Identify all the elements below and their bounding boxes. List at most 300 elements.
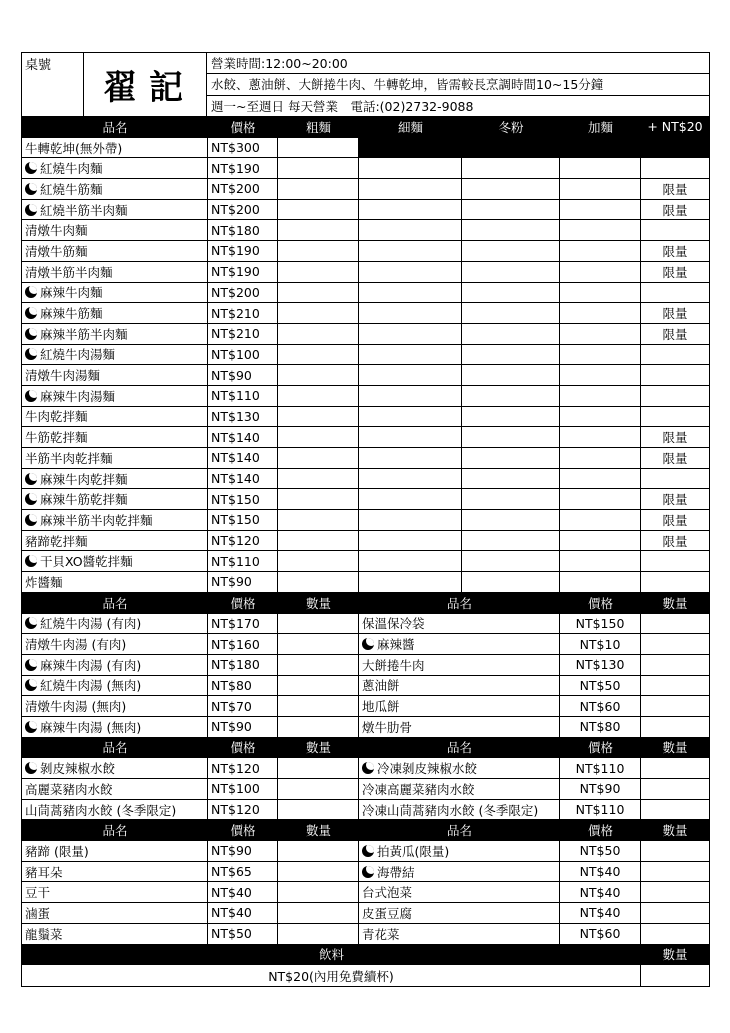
item-price: NT$190 <box>208 241 278 261</box>
thin-noodle-qty[interactable] <box>359 241 462 261</box>
item-name <box>22 758 208 778</box>
side-row <box>22 717 709 738</box>
extra-noodle-qty[interactable] <box>560 324 641 344</box>
vermicelli-qty[interactable] <box>462 572 560 592</box>
item-name-text: 海帶結 <box>377 864 415 880</box>
item-name <box>359 758 560 778</box>
thin-noodle-qty[interactable] <box>359 262 462 282</box>
thick-noodle-qty[interactable] <box>278 407 359 427</box>
side-header-row <box>22 738 709 759</box>
item-price: NT$40 <box>560 862 641 882</box>
item-name-text: 麻辣牛筋麵 <box>40 306 103 322</box>
item-name-text: 剝皮辣椒水餃 <box>40 761 116 777</box>
item-name-text: 清燉半筋半肉麵 <box>25 264 113 280</box>
extra-noodle-qty[interactable] <box>560 345 641 365</box>
item-name <box>359 862 560 882</box>
item-name <box>359 903 560 923</box>
spicy-icon <box>25 307 37 319</box>
item-price: NT$130 <box>560 655 641 675</box>
column-header: 品名 <box>446 740 472 756</box>
item-name-text: 牛轉乾坤(無外帶) <box>25 140 123 156</box>
item-name-text: 高麗菜豬肉水餃 <box>25 781 113 797</box>
item-name <box>359 655 560 675</box>
item-name-text: 地瓜餅 <box>362 699 400 715</box>
item-name <box>22 489 208 509</box>
spicy-icon <box>25 390 37 402</box>
extra-noodle-qty <box>560 138 641 158</box>
item-name-text: 清燉牛肉湯 (有肉) <box>25 637 127 653</box>
menu-header <box>22 53 709 117</box>
quantity-cell[interactable] <box>641 655 709 675</box>
store-info <box>207 53 709 116</box>
item-name-text: 清燉牛肉麵 <box>25 223 88 239</box>
limited-badge: 限量 <box>662 181 688 197</box>
item-name <box>359 634 560 654</box>
column-header: 粗麵 <box>305 119 331 135</box>
quantity-cell[interactable] <box>278 882 359 902</box>
vermicelli-qty[interactable] <box>462 469 560 489</box>
item-name <box>22 676 208 696</box>
side-row <box>22 903 709 924</box>
side-row <box>22 779 709 800</box>
item-name <box>22 614 208 634</box>
thick-noodle-qty[interactable] <box>278 448 359 468</box>
column-header: 價格 <box>230 740 256 756</box>
quantity-cell[interactable] <box>278 634 359 654</box>
item-price: NT$140 <box>208 427 278 447</box>
item-price: NT$150 <box>560 614 641 634</box>
thin-noodle-qty[interactable] <box>359 365 462 385</box>
quantity-cell[interactable] <box>278 924 359 944</box>
vermicelli-qty[interactable] <box>462 324 560 344</box>
extra-noodle-qty[interactable] <box>560 386 641 406</box>
item-price: NT$190 <box>208 262 278 282</box>
quantity-cell[interactable] <box>641 862 709 882</box>
column-header: 價格 <box>587 595 613 611</box>
thick-noodle-qty[interactable] <box>278 324 359 344</box>
noodle-row <box>22 427 709 448</box>
noodle-row <box>22 262 709 283</box>
side-row <box>22 841 709 862</box>
column-header: 價格 <box>587 740 613 756</box>
item-price: NT$50 <box>208 924 278 944</box>
quantity-cell[interactable] <box>641 676 709 696</box>
limited-badge: 限量 <box>662 430 688 446</box>
column-header: 冬粉 <box>498 119 524 135</box>
item-name <box>22 407 208 427</box>
item-price: NT$50 <box>560 841 641 861</box>
table-number-label[interactable]: 桌號 <box>22 53 84 116</box>
quantity-cell[interactable] <box>278 696 359 716</box>
item-price: NT$110 <box>560 800 641 820</box>
item-name-text: 豬蹄 (限量) <box>25 843 89 859</box>
side-row <box>22 634 709 655</box>
side-header-row <box>22 820 709 841</box>
vermicelli-qty[interactable] <box>462 179 560 199</box>
vermicelli-qty[interactable] <box>462 510 560 530</box>
noodle-row <box>22 345 709 366</box>
business-hours: 營業時間:12:00~20:00 <box>207 53 709 74</box>
extra-noodle-qty[interactable] <box>560 510 641 530</box>
quantity-cell[interactable] <box>278 676 359 696</box>
item-name <box>22 924 208 944</box>
extra-noodle-qty[interactable] <box>560 283 641 303</box>
noodle-row <box>22 551 709 572</box>
item-name-text: 皮蛋豆腐 <box>362 905 413 921</box>
quantity-cell[interactable] <box>641 903 709 923</box>
item-name-text: 牛肉乾拌麵 <box>25 409 88 425</box>
item-price: NT$60 <box>560 924 641 944</box>
item-price: NT$90 <box>208 365 278 385</box>
limited-badge: 限量 <box>662 306 688 322</box>
thin-noodle-qty[interactable] <box>359 386 462 406</box>
side-row <box>22 800 709 821</box>
vermicelli-qty[interactable] <box>462 365 560 385</box>
quantity-cell[interactable] <box>641 779 709 799</box>
quantity-cell[interactable] <box>641 882 709 902</box>
thin-noodle-qty[interactable] <box>359 220 462 240</box>
thick-noodle-qty[interactable] <box>278 386 359 406</box>
thin-noodle-qty[interactable] <box>359 531 462 551</box>
extra-noodle-qty[interactable] <box>560 448 641 468</box>
noodle-row <box>22 220 709 241</box>
vermicelli-qty[interactable] <box>462 262 560 282</box>
item-name <box>359 717 560 737</box>
extra-noodle-qty[interactable] <box>560 179 641 199</box>
item-name-text: 紅燒牛肉湯 (有肉) <box>40 616 142 632</box>
thin-noodle-qty[interactable] <box>359 448 462 468</box>
item-name-text: 紅燒牛筋麵 <box>40 181 103 197</box>
vermicelli-qty[interactable] <box>462 241 560 261</box>
thick-noodle-qty[interactable] <box>278 510 359 530</box>
drink-quantity[interactable] <box>641 965 709 986</box>
extra-noodle-qty[interactable] <box>560 551 641 571</box>
item-price: NT$80 <box>560 717 641 737</box>
side-row <box>22 614 709 635</box>
item-name <box>359 696 560 716</box>
thin-noodle-qty[interactable] <box>359 179 462 199</box>
item-price: NT$140 <box>208 469 278 489</box>
noodle-row <box>22 138 709 159</box>
thin-noodle-qty[interactable] <box>359 510 462 530</box>
vermicelli-qty[interactable] <box>462 531 560 551</box>
column-header: 價格 <box>230 595 256 611</box>
item-name-text: 滷蛋 <box>25 905 51 921</box>
limited-badge <box>641 138 709 158</box>
thick-noodle-qty[interactable] <box>278 220 359 240</box>
extra-noodle-qty[interactable] <box>560 489 641 509</box>
item-price: NT$90 <box>208 841 278 861</box>
quantity-cell[interactable] <box>278 779 359 799</box>
drinks-label: 飲料 <box>318 947 344 963</box>
spicy-icon <box>25 721 37 733</box>
item-price: NT$150 <box>208 489 278 509</box>
item-name <box>22 469 208 489</box>
side-row <box>22 882 709 903</box>
limited-badge: 限量 <box>662 326 688 342</box>
column-header: 數量 <box>662 740 688 756</box>
quantity-cell[interactable] <box>641 696 709 716</box>
quantity-cell[interactable] <box>278 614 359 634</box>
vermicelli-qty[interactable] <box>462 427 560 447</box>
thick-noodle-qty[interactable] <box>278 427 359 447</box>
noodle-row <box>22 200 709 221</box>
vermicelli-qty[interactable] <box>462 200 560 220</box>
thin-noodle-qty[interactable] <box>359 572 462 592</box>
item-name-text: 麻辣牛肉乾拌麵 <box>40 471 128 487</box>
extra-noodle-qty[interactable] <box>560 241 641 261</box>
item-name <box>22 345 208 365</box>
limited-badge <box>641 345 709 365</box>
quantity-cell[interactable] <box>278 717 359 737</box>
thick-noodle-qty[interactable] <box>278 469 359 489</box>
thin-noodle-qty[interactable] <box>359 427 462 447</box>
item-price: NT$170 <box>208 614 278 634</box>
column-header: 品名 <box>102 595 128 611</box>
item-name <box>22 386 208 406</box>
extra-noodle-qty[interactable] <box>560 427 641 447</box>
vermicelli-qty[interactable] <box>462 345 560 365</box>
side-row <box>22 655 709 676</box>
noodle-row <box>22 179 709 200</box>
noodle-row <box>22 365 709 386</box>
thin-noodle-qty[interactable] <box>359 283 462 303</box>
thick-noodle-qty[interactable] <box>278 158 359 178</box>
thin-noodle-qty[interactable] <box>359 200 462 220</box>
item-price: NT$180 <box>208 220 278 240</box>
thin-noodle-qty[interactable] <box>359 489 462 509</box>
vermicelli-qty[interactable] <box>462 489 560 509</box>
item-price: NT$50 <box>560 676 641 696</box>
item-name-text: 龍鬚菜 <box>25 926 63 942</box>
item-price: NT$200 <box>208 179 278 199</box>
thin-noodle-qty[interactable] <box>359 551 462 571</box>
thick-noodle-qty[interactable] <box>278 303 359 323</box>
item-name-text: 燉牛肋骨 <box>362 719 413 735</box>
side-row <box>22 758 709 779</box>
thin-noodle-qty[interactable] <box>359 345 462 365</box>
extra-noodle-qty[interactable] <box>560 262 641 282</box>
item-price: NT$120 <box>208 800 278 820</box>
quantity-cell[interactable] <box>641 841 709 861</box>
vermicelli-qty[interactable] <box>462 303 560 323</box>
thick-noodle-qty[interactable] <box>278 241 359 261</box>
thin-noodle-qty[interactable] <box>359 469 462 489</box>
item-name-text: 麻辣牛肉湯 (有肉) <box>40 657 142 673</box>
column-header: 價格 <box>230 119 256 135</box>
item-name <box>22 365 208 385</box>
extra-noodle-qty[interactable] <box>560 407 641 427</box>
item-price: NT$210 <box>208 324 278 344</box>
thick-noodle-qty[interactable] <box>278 489 359 509</box>
quantity-cell[interactable] <box>641 614 709 634</box>
item-name <box>22 241 208 261</box>
item-name <box>22 283 208 303</box>
extra-noodle-qty[interactable] <box>560 220 641 240</box>
item-name <box>22 882 208 902</box>
item-price: NT$200 <box>208 283 278 303</box>
item-price: NT$120 <box>208 758 278 778</box>
menu-body <box>22 117 709 986</box>
item-name <box>22 655 208 675</box>
quantity-cell[interactable] <box>641 800 709 820</box>
vermicelli-qty[interactable] <box>462 386 560 406</box>
limited-badge <box>641 158 709 178</box>
thick-noodle-qty[interactable] <box>278 365 359 385</box>
spicy-icon <box>25 493 37 505</box>
limited-badge <box>641 469 709 489</box>
quantity-cell[interactable] <box>278 800 359 820</box>
extra-noodle-qty[interactable] <box>560 572 641 592</box>
item-price: NT$110 <box>560 758 641 778</box>
vermicelli-qty[interactable] <box>462 407 560 427</box>
item-name <box>359 800 560 820</box>
cooking-time-note: 水餃、蔥油餅、大餅捲牛肉、牛轉乾坤，皆需較長烹調時間10~15分鐘 <box>207 74 709 95</box>
noodle-row <box>22 531 709 552</box>
noodle-row <box>22 283 709 304</box>
item-name <box>22 179 208 199</box>
spicy-icon <box>25 328 37 340</box>
spicy-icon <box>25 348 37 360</box>
noodle-row <box>22 158 709 179</box>
item-name-text: 冷凍剝皮辣椒水餃 <box>377 761 478 777</box>
order-menu <box>21 52 710 987</box>
item-name-text: 大餅捲牛肉 <box>362 657 425 673</box>
item-price: NT$70 <box>208 696 278 716</box>
quantity-cell[interactable] <box>641 634 709 654</box>
limited-badge <box>641 551 709 571</box>
item-name <box>22 510 208 530</box>
column-header: 數量 <box>662 595 688 611</box>
quantity-cell[interactable] <box>641 717 709 737</box>
thin-noodle-qty[interactable] <box>359 158 462 178</box>
item-name-text: 台式泡菜 <box>362 885 413 901</box>
thick-noodle-qty[interactable] <box>278 345 359 365</box>
item-name-text: 麻辣牛筋乾拌麵 <box>40 492 128 508</box>
thick-noodle-qty[interactable] <box>278 551 359 571</box>
item-price: NT$300 <box>208 138 278 158</box>
item-name-text: 紅燒牛肉湯 (無肉) <box>40 678 142 694</box>
limited-badge: 限量 <box>662 243 688 259</box>
item-name-text: 蔥油餅 <box>362 678 400 694</box>
column-header: 品名 <box>446 595 472 611</box>
item-price: NT$160 <box>208 634 278 654</box>
limited-badge: 限量 <box>662 264 688 280</box>
column-header: 數量 <box>305 595 331 611</box>
item-name <box>22 262 208 282</box>
limited-badge: 限量 <box>662 533 688 549</box>
thick-noodle-qty[interactable] <box>278 200 359 220</box>
extra-noodle-qty[interactable] <box>560 469 641 489</box>
quantity-cell[interactable] <box>278 758 359 778</box>
thick-noodle-qty[interactable] <box>278 572 359 592</box>
spicy-icon <box>25 555 37 567</box>
thick-noodle-qty[interactable] <box>278 138 359 158</box>
item-price: NT$110 <box>208 386 278 406</box>
item-price: NT$210 <box>208 303 278 323</box>
side-row <box>22 676 709 697</box>
item-name-text: 山茼蒿豬肉水餃 (冬季限定) <box>25 802 177 818</box>
item-name-text: 半筋半肉乾拌麵 <box>25 450 113 466</box>
spicy-icon <box>25 204 37 216</box>
vermicelli-qty[interactable] <box>462 448 560 468</box>
limited-badge: 限量 <box>662 492 688 508</box>
thick-noodle-qty[interactable] <box>278 283 359 303</box>
spicy-icon <box>25 183 37 195</box>
item-name <box>359 614 560 634</box>
item-name <box>22 903 208 923</box>
quantity-header: 數量 <box>662 947 688 963</box>
item-name-text: 麻辣牛肉麵 <box>40 285 103 301</box>
limited-badge <box>641 572 709 592</box>
quantity-cell[interactable] <box>641 758 709 778</box>
thick-noodle-qty[interactable] <box>278 179 359 199</box>
quantity-cell[interactable] <box>278 655 359 675</box>
item-name-text: 豆干 <box>25 885 51 901</box>
noodle-row <box>22 324 709 345</box>
noodle-row <box>22 386 709 407</box>
item-name-text: 麻辣牛肉湯 (無肉) <box>40 719 142 735</box>
item-price: NT$180 <box>208 655 278 675</box>
item-name-text: 清燉牛筋麵 <box>25 243 88 259</box>
item-name-text: 清燉牛肉湯 (無肉) <box>25 699 127 715</box>
item-name <box>359 882 560 902</box>
days-and-phone: 週一~至週日 每天營業 電話:(02)2732-9088 <box>211 98 474 114</box>
quantity-cell[interactable] <box>278 841 359 861</box>
thin-noodle-qty[interactable] <box>359 407 462 427</box>
vermicelli-qty[interactable] <box>462 283 560 303</box>
extra-noodle-qty[interactable] <box>560 365 641 385</box>
limited-badge <box>641 283 709 303</box>
item-price: NT$80 <box>208 676 278 696</box>
extra-noodle-qty[interactable] <box>560 200 641 220</box>
side-row <box>22 862 709 883</box>
item-price: NT$10 <box>560 634 641 654</box>
thin-noodle-qty <box>359 138 462 158</box>
column-header: 價格 <box>230 823 256 839</box>
thick-noodle-qty[interactable] <box>278 531 359 551</box>
vermicelli-qty[interactable] <box>462 158 560 178</box>
vermicelli-qty[interactable] <box>462 551 560 571</box>
item-price: NT$65 <box>208 862 278 882</box>
item-name <box>359 924 560 944</box>
limited-badge <box>641 407 709 427</box>
column-header: + NT$20 <box>647 119 703 135</box>
spicy-icon <box>362 638 374 650</box>
quantity-cell[interactable] <box>278 862 359 882</box>
thin-noodle-qty[interactable] <box>359 303 462 323</box>
vermicelli-qty[interactable] <box>462 220 560 240</box>
extra-noodle-qty[interactable] <box>560 531 641 551</box>
item-name <box>22 841 208 861</box>
extra-noodle-qty[interactable] <box>560 303 641 323</box>
item-name-text: 牛筋乾拌麵 <box>25 430 88 446</box>
item-price: NT$150 <box>208 510 278 530</box>
item-name <box>22 138 208 158</box>
quantity-cell[interactable] <box>278 903 359 923</box>
noodle-row <box>22 241 709 262</box>
item-name-text: 干貝XO醬乾拌麵 <box>40 554 133 570</box>
item-price: NT$40 <box>560 882 641 902</box>
item-name <box>359 779 560 799</box>
item-name-text: 炸醬麵 <box>25 574 63 590</box>
thick-noodle-qty[interactable] <box>278 262 359 282</box>
noodle-row <box>22 510 709 531</box>
quantity-cell[interactable] <box>641 924 709 944</box>
extra-noodle-qty[interactable] <box>560 158 641 178</box>
column-header: 加麵 <box>587 119 613 135</box>
thin-noodle-qty[interactable] <box>359 324 462 344</box>
